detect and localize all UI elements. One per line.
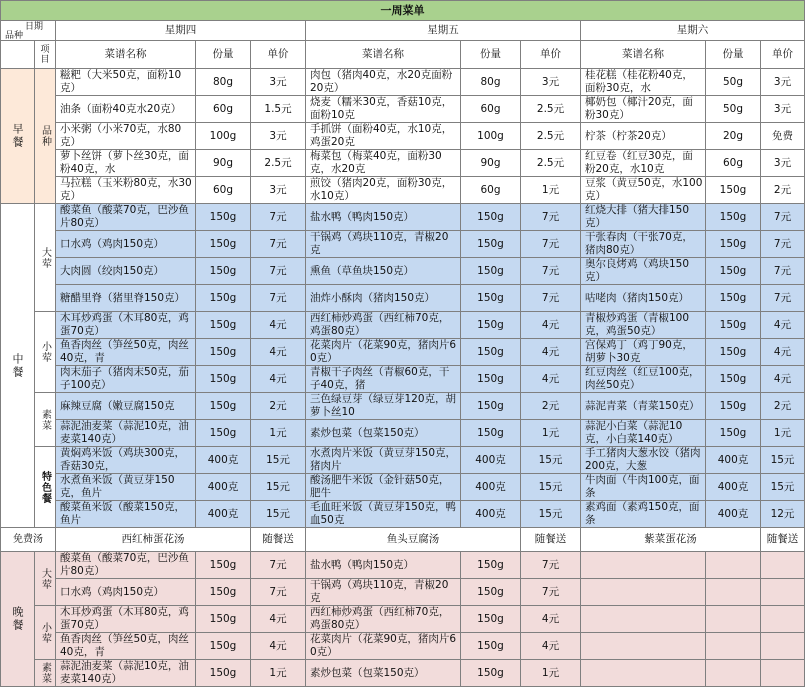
empty-cell — [581, 579, 706, 606]
dish-name: 手工猪肉大葱水饺（猪肉200克，大葱 — [581, 447, 706, 474]
col-portion: 份量 — [706, 41, 761, 69]
empty-cell — [706, 606, 761, 633]
price: 3元 — [521, 69, 581, 96]
portion: 150g — [196, 231, 251, 258]
price: 7元 — [761, 231, 805, 258]
portion: 150g — [196, 606, 251, 633]
portion: 150g — [461, 633, 521, 660]
portion: 400克 — [706, 447, 761, 474]
dish-name: 口水鸡（鸡肉150克） — [56, 231, 196, 258]
price: 15元 — [761, 474, 805, 501]
portion: 60g — [706, 150, 761, 177]
dish-name: 黄焖鸡米饭（鸡块300克，香菇30克， — [56, 447, 196, 474]
group-label: 大荤 — [35, 204, 56, 312]
dish-name: 干锅鸡（鸡块110克，青椒20克 — [306, 231, 461, 258]
table-row — [1, 285, 805, 312]
portion: 20g — [706, 123, 761, 150]
dish-name: 熏鱼（草鱼块150克） — [306, 258, 461, 285]
dish-name: 盐水鸭（鸭肉150克） — [306, 204, 461, 231]
portion: 150g — [461, 312, 521, 339]
empty-cell — [581, 660, 706, 687]
dish-name: 手抓饼（面粉40克，水10克，鸡蛋20克 — [306, 123, 461, 150]
soup-name: 鱼头豆腐汤 — [306, 528, 521, 552]
dish-name: 蒜泥油麦菜（蒜泥10克，油麦菜140克） — [56, 420, 196, 447]
price: 4元 — [761, 366, 805, 393]
dish-name: 水煮鱼米饭（黄豆芽150克，鱼片 — [56, 474, 196, 501]
price: 免费 — [761, 123, 805, 150]
dish-name: 西红柿炒鸡蛋（西红柿70克，鸡蛋80克） — [306, 606, 461, 633]
table-row — [1, 633, 805, 660]
price: 1元 — [521, 660, 581, 687]
price: 1元 — [761, 420, 805, 447]
portion: 90g — [196, 150, 251, 177]
portion: 90g — [461, 150, 521, 177]
portion: 150g — [461, 420, 521, 447]
empty-cell — [706, 633, 761, 660]
table-row — [1, 393, 805, 420]
table-row — [1, 339, 805, 366]
dish-name: 糍粑（大米50克，面粉10克） — [56, 69, 196, 96]
soup-name: 西红柿蛋花汤 — [56, 528, 251, 552]
portion: 150g — [461, 552, 521, 579]
price: 7元 — [251, 258, 306, 285]
dish-name: 蒜泥青菜（青菜150克） — [581, 393, 706, 420]
price: 1元 — [521, 420, 581, 447]
soup-note: 随餐送 — [521, 528, 581, 552]
col-dish: 菜谱名称 — [56, 41, 196, 69]
price: 15元 — [761, 447, 805, 474]
kind-label: 品种 — [5, 31, 24, 41]
price: 7元 — [521, 285, 581, 312]
price: 7元 — [761, 285, 805, 312]
portion: 150g — [461, 606, 521, 633]
day-header-fri: 星期五 — [306, 21, 581, 41]
portion: 150g — [706, 393, 761, 420]
portion: 150g — [196, 312, 251, 339]
table-row — [1, 579, 805, 606]
price: 2元 — [251, 393, 306, 420]
price: 1元 — [251, 660, 306, 687]
dish-name: 青椒炒鸡蛋（青椒100克，鸡蛋50克） — [581, 312, 706, 339]
table-row — [1, 447, 805, 474]
price: 4元 — [251, 606, 306, 633]
price: 7元 — [761, 204, 805, 231]
price: 7元 — [761, 258, 805, 285]
soup-name: 紫菜蛋花汤 — [581, 528, 761, 552]
empty-cell — [581, 633, 706, 660]
table-row — [1, 69, 805, 96]
price: 4元 — [251, 312, 306, 339]
table-row — [1, 96, 805, 123]
dish-name: 鱼香肉丝（笋丝50克，肉丝40克，青 — [56, 339, 196, 366]
portion: 400克 — [196, 501, 251, 528]
portion: 150g — [706, 366, 761, 393]
empty-cell — [706, 579, 761, 606]
dish-name: 奥尔良烤鸡（鸡块150克） — [581, 258, 706, 285]
portion: 150g — [706, 339, 761, 366]
table-row — [1, 204, 805, 231]
portion: 150g — [196, 552, 251, 579]
price: 12元 — [761, 501, 805, 528]
table-row — [1, 660, 805, 687]
dish-name: 桂花糕（桂花粉40克，面粉30克，水 — [581, 69, 706, 96]
menu-title: 一周菜单 — [1, 1, 805, 21]
portion: 150g — [196, 660, 251, 687]
dish-name: 酸菜鱼（酸菜70克，巴沙鱼片80克） — [56, 552, 196, 579]
portion: 80g — [196, 69, 251, 96]
portion: 50g — [706, 96, 761, 123]
meal-label-breakfast: 早餐 — [1, 69, 35, 204]
price: 7元 — [521, 552, 581, 579]
price: 7元 — [521, 258, 581, 285]
dish-name: 宫保鸡丁（鸡丁90克，胡萝卜30克 — [581, 339, 706, 366]
portion: 150g — [461, 258, 521, 285]
dish-name: 西红柿炒鸡蛋（西红柿70克，鸡蛋80克） — [306, 312, 461, 339]
dish-name: 马拉糕（玉米粉80克，水30克） — [56, 177, 196, 204]
price: 7元 — [521, 579, 581, 606]
col-price: 单价 — [251, 41, 306, 69]
empty-cell — [761, 633, 805, 660]
portion: 150g — [706, 204, 761, 231]
dish-name: 素炒包菜（包菜150克） — [306, 660, 461, 687]
portion: 60g — [196, 96, 251, 123]
dish-name: 煎饺（猪肉20克，面粉30克，水10克） — [306, 177, 461, 204]
table-row — [1, 231, 805, 258]
table-row — [1, 552, 805, 579]
empty-cell — [706, 552, 761, 579]
date-label: 日期 — [25, 22, 44, 32]
price: 2元 — [761, 393, 805, 420]
price: 3元 — [251, 177, 306, 204]
portion: 400克 — [196, 474, 251, 501]
portion: 150g — [706, 285, 761, 312]
portion: 100g — [461, 123, 521, 150]
empty-cell — [761, 660, 805, 687]
dish-name: 大肉圆（绞肉150克） — [56, 258, 196, 285]
price: 7元 — [251, 231, 306, 258]
dish-name: 酸汤肥牛米饭（金针菇50克，肥牛 — [306, 474, 461, 501]
price: 4元 — [251, 339, 306, 366]
dish-name: 口水鸡（鸡肉150克） — [56, 579, 196, 606]
price: 15元 — [251, 474, 306, 501]
price: 4元 — [521, 633, 581, 660]
price: 7元 — [251, 204, 306, 231]
price: 2.5元 — [251, 150, 306, 177]
portion: 80g — [461, 69, 521, 96]
dish-name: 素炒包菜（包菜150克） — [306, 420, 461, 447]
col-dish: 菜谱名称 — [581, 41, 706, 69]
dish-name: 柠茶（柠茶20克） — [581, 123, 706, 150]
col-dish: 菜谱名称 — [306, 41, 461, 69]
portion: 400克 — [461, 474, 521, 501]
price: 1元 — [251, 420, 306, 447]
dish-name: 青椒干子肉丝（青椒60克，干子40克，猪 — [306, 366, 461, 393]
portion: 150g — [196, 579, 251, 606]
dish-name: 蒜泥小白菜（蒜泥10克，小白菜140克） — [581, 420, 706, 447]
empty-cell — [761, 552, 805, 579]
dish-name: 花菜肉片（花菜90克，猪肉片60克） — [306, 339, 461, 366]
empty-cell — [761, 579, 805, 606]
portion: 150g — [196, 204, 251, 231]
portion: 150g — [461, 285, 521, 312]
portion: 150g — [461, 339, 521, 366]
table-row — [1, 366, 805, 393]
price: 3元 — [251, 69, 306, 96]
dish-name: 鱼香肉丝（笋丝50克，肉丝40克，青 — [56, 633, 196, 660]
price: 2.5元 — [521, 123, 581, 150]
price: 3元 — [761, 150, 805, 177]
price: 2元 — [761, 177, 805, 204]
dish-name: 椰奶包（椰汁20克，面粉30克） — [581, 96, 706, 123]
dish-name: 梅菜包（梅菜40克，面粉30克，水20克 — [306, 150, 461, 177]
portion: 400克 — [706, 474, 761, 501]
header-corner — [1, 21, 56, 41]
dish-name: 蒜泥油麦菜（蒜泥10克，油麦菜140克） — [56, 660, 196, 687]
col-portion: 份量 — [461, 41, 521, 69]
dish-name: 肉包（猪肉40克，水20克面粉20克） — [306, 69, 461, 96]
portion: 60g — [461, 96, 521, 123]
table-row — [1, 177, 805, 204]
dish-name: 小米粥（小米70克，水80克） — [56, 123, 196, 150]
item-label: 项目 — [35, 41, 56, 69]
dish-name: 酸菜鱼（酸菜70克，巴沙鱼片80克） — [56, 204, 196, 231]
group-label: 小荤 — [35, 312, 56, 393]
portion: 100g — [196, 123, 251, 150]
table-row — [1, 258, 805, 285]
price: 7元 — [251, 285, 306, 312]
group-label: 品种 — [35, 69, 56, 204]
portion: 150g — [196, 393, 251, 420]
portion: 400克 — [196, 447, 251, 474]
price: 1元 — [521, 177, 581, 204]
day-header-thu: 星期四 — [56, 21, 306, 41]
dish-name: 麻辣豆腐（嫩豆腐150克 — [56, 393, 196, 420]
dish-name: 糖醋里脊（猪里脊150克） — [56, 285, 196, 312]
soup-note: 随餐送 — [761, 528, 805, 552]
portion: 150g — [461, 231, 521, 258]
price: 3元 — [251, 123, 306, 150]
price: 3元 — [761, 96, 805, 123]
day-header-sat: 星期六 — [581, 21, 805, 41]
table-row — [1, 606, 805, 633]
group-label: 大荤 — [35, 552, 56, 606]
price: 7元 — [251, 579, 306, 606]
group-label: 特色餐 — [35, 447, 56, 528]
portion: 150g — [196, 633, 251, 660]
price: 15元 — [521, 447, 581, 474]
dish-name: 咕咾肉（猪肉150克） — [581, 285, 706, 312]
meal-label-lunch: 中餐 — [1, 204, 35, 528]
price: 2.5元 — [521, 150, 581, 177]
price: 4元 — [761, 312, 805, 339]
price: 15元 — [251, 501, 306, 528]
price: 4元 — [521, 366, 581, 393]
group-label: 小荤 — [35, 606, 56, 660]
dish-name: 油炸小酥肉（猪肉150克） — [306, 285, 461, 312]
portion: 150g — [461, 393, 521, 420]
portion: 150g — [461, 204, 521, 231]
dish-name: 毛血旺米饭（黄豆芽150克，鸭血50克 — [306, 501, 461, 528]
dish-name: 三色绿豆芽（绿豆芽120克，胡萝卜丝10 — [306, 393, 461, 420]
portion: 150g — [706, 420, 761, 447]
price: 15元 — [521, 501, 581, 528]
table-row — [1, 123, 805, 150]
price: 4元 — [521, 339, 581, 366]
portion: 400克 — [461, 501, 521, 528]
dish-name: 干锅鸡（鸡块110克，青椒20克 — [306, 579, 461, 606]
portion: 150g — [196, 258, 251, 285]
portion: 150g — [706, 258, 761, 285]
dish-name: 牛肉面（牛肉100克，面条 — [581, 474, 706, 501]
table-row — [1, 501, 805, 528]
portion: 150g — [706, 177, 761, 204]
portion: 400克 — [461, 447, 521, 474]
portion: 150g — [461, 660, 521, 687]
table-row — [1, 474, 805, 501]
portion: 150g — [461, 366, 521, 393]
dish-name: 萝卜丝饼（萝卜丝30克，面粉40克，水 — [56, 150, 196, 177]
empty-cell — [581, 606, 706, 633]
portion: 150g — [706, 231, 761, 258]
price: 15元 — [521, 474, 581, 501]
dish-name: 花菜肉片（花菜90克，猪肉片60克） — [306, 633, 461, 660]
empty-cell — [761, 606, 805, 633]
dish-name: 油条（面粉40克水20克） — [56, 96, 196, 123]
price: 1.5元 — [251, 96, 306, 123]
dish-name: 木耳炒鸡蛋（木耳80克，鸡蛋70克） — [56, 312, 196, 339]
portion: 400克 — [706, 501, 761, 528]
price: 7元 — [521, 204, 581, 231]
dish-name: 烧麦（糯米30克，香菇10克，面粉10克 — [306, 96, 461, 123]
portion: 60g — [196, 177, 251, 204]
dish-name: 盐水鸭（鸭肉150克） — [306, 552, 461, 579]
portion: 50g — [706, 69, 761, 96]
dish-name: 木耳炒鸡蛋（木耳80克，鸡蛋70克） — [56, 606, 196, 633]
price: 4元 — [251, 633, 306, 660]
price: 4元 — [521, 606, 581, 633]
dish-name: 豆浆（黄豆50克，水100克） — [581, 177, 706, 204]
free-soup-label: 免费汤 — [1, 528, 56, 552]
price: 15元 — [251, 447, 306, 474]
empty-cell — [581, 552, 706, 579]
free-soup-row — [1, 528, 805, 552]
portion: 150g — [196, 420, 251, 447]
price: 3元 — [761, 69, 805, 96]
portion: 150g — [196, 285, 251, 312]
table-row — [1, 312, 805, 339]
dish-name: 素鸡面（素鸡150克，面条 — [581, 501, 706, 528]
dish-name: 红烧大排（猪大排150克） — [581, 204, 706, 231]
table-row — [1, 420, 805, 447]
price: 2.5元 — [521, 96, 581, 123]
price: 7元 — [521, 231, 581, 258]
price: 4元 — [251, 366, 306, 393]
dish-name: 水煮肉片米饭（黄豆芽150克，猪肉片 — [306, 447, 461, 474]
table-row — [1, 150, 805, 177]
dish-name: 酸菜鱼米饭（酸菜150克，鱼片 — [56, 501, 196, 528]
soup-note: 随餐送 — [251, 528, 306, 552]
portion: 150g — [461, 579, 521, 606]
col-price: 单价 — [521, 41, 581, 69]
portion: 150g — [706, 312, 761, 339]
price: 2元 — [521, 393, 581, 420]
col-price: 单价 — [761, 41, 805, 69]
dish-name: 干张春肉（干张70克，猪肉80克） — [581, 231, 706, 258]
meal-label-dinner: 晚餐 — [1, 552, 35, 687]
portion: 150g — [196, 339, 251, 366]
dish-name: 红豆卷（红豆30克，面粉20克，水10克 — [581, 150, 706, 177]
price: 4元 — [521, 312, 581, 339]
price: 4元 — [761, 339, 805, 366]
group-label: 素菜 — [35, 393, 56, 447]
portion: 60g — [461, 177, 521, 204]
empty-cell — [706, 660, 761, 687]
col-portion: 份量 — [196, 41, 251, 69]
dish-name: 肉末茄子（猪肉末50克，茄子100克） — [56, 366, 196, 393]
price: 7元 — [251, 552, 306, 579]
portion: 150g — [196, 366, 251, 393]
dish-name: 红豆肉丝（红豆100克，肉丝50克） — [581, 366, 706, 393]
group-label: 素菜 — [35, 660, 56, 687]
